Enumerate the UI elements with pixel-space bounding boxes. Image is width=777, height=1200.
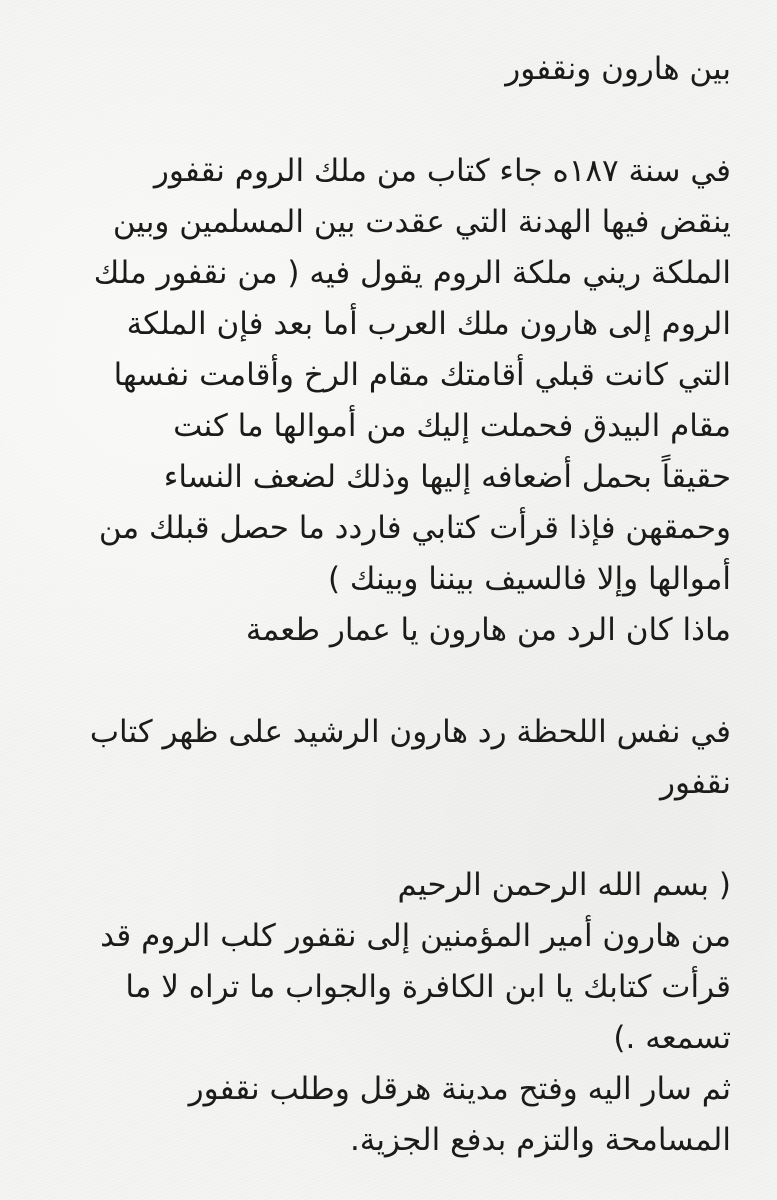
blank-line bbox=[40, 656, 731, 707]
note-line: المسامحة والتزم بدفع الجزية. bbox=[349, 1122, 731, 1158]
note-line: الروم إلى هارون ملك العرب أما بعد فإن الملكة bbox=[126, 306, 731, 342]
note-line: في سنة ١٨٧ه جاء كتاب من ملك الروم نقفور bbox=[153, 153, 731, 189]
note-line: تسمعه .) bbox=[613, 1020, 731, 1056]
note-line: التي كانت قبلي أقامتك مقام الرخ وأقامت نفسها bbox=[113, 357, 731, 393]
note-title: بين هارون ونقفور bbox=[505, 51, 731, 87]
note-line: أموالها وإلا فالسيف بيننا وبينك ) bbox=[327, 561, 731, 597]
note-line: ثم سار اليه وفتح مدينة هرقل وطلب نقفور bbox=[188, 1071, 731, 1107]
note-line: مقام البيدق فحملت إليك من أموالها ما كنت bbox=[173, 408, 731, 444]
note-line: من هارون أمير المؤمنين إلى نقفور كلب الروم قد bbox=[100, 918, 731, 954]
note-line: قرأت كتابك يا ابن الكافرة والجواب ما تراه لا ما bbox=[125, 969, 731, 1005]
blank-line bbox=[40, 95, 731, 146]
note-line: ينقض فيها الهدنة التي عقدت بين المسلمين وبين bbox=[112, 204, 731, 240]
note-line: ماذا كان الرد من هارون يا عمار طعمة bbox=[245, 612, 731, 648]
note-line: وحمقهن فإذا قرأت كتابي فاردد ما حصل قبلك من bbox=[98, 510, 731, 546]
note-line: الملكة ريني ملكة الروم يقول فيه ( من نقفور ملك bbox=[93, 255, 731, 291]
blank-line bbox=[40, 809, 731, 860]
note-line: في نفس اللحظة رد هارون الرشيد على ظهر كتاب bbox=[89, 714, 731, 750]
note-line: ( بسم الله الرحمن الرحيم bbox=[397, 867, 731, 903]
note-line: نقفور bbox=[660, 765, 731, 801]
note-line: حقيقاً بحمل أضعافه إليها وذلك لضعف النساء bbox=[163, 459, 731, 495]
